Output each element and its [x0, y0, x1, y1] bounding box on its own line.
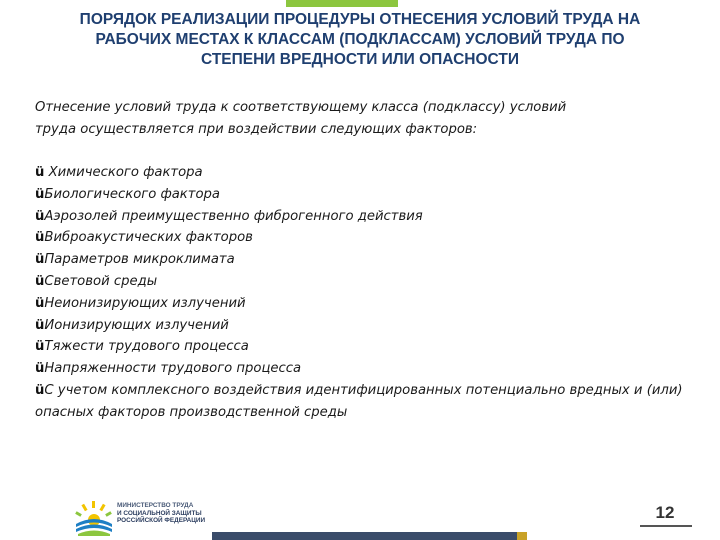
slide-title: [20, 10, 700, 70]
factor-text: Световой среды: [44, 273, 158, 289]
checkmark-icon: ü: [35, 361, 45, 377]
ministry-line: МИНИСТЕРСТВО ТРУДА: [117, 502, 194, 509]
factors-list: [35, 162, 695, 424]
ministry-line: И СОЦИАЛЬНОЙ ЗАЩИТЫ: [117, 509, 202, 517]
top-accent-bar: [286, 0, 398, 7]
checkmark-icon: ü: [35, 295, 45, 311]
factor-text: Биологического фактора: [44, 186, 220, 202]
footer-bar: [212, 532, 517, 540]
intro-line: Отнесение условий труда к соответствующему класса (подклассу) условий: [35, 100, 567, 115]
list-item: [35, 227, 695, 249]
title-line: ПОРЯДОК РЕАЛИЗАЦИИ ПРОЦЕДУРЫ ОТНЕСЕНИЯ УСЛОВИЙ ТРУДА НА: [79, 11, 641, 28]
title-line: СТЕПЕНИ ВРЕДНОСТИ ИЛИ ОПАСНОСТИ: [201, 51, 519, 68]
list-item: [35, 184, 695, 206]
footer-accent: [517, 532, 527, 540]
factor-text: Химического фактора: [44, 165, 203, 180]
checkmark-icon: ü: [35, 186, 45, 202]
ministry-line: РОССИЙСКОЙ ФЕДЕРАЦИИ: [117, 517, 206, 525]
list-item: [35, 293, 695, 315]
checkmark-icon: ü: [35, 339, 45, 355]
list-item: [35, 249, 695, 271]
list-item: [35, 271, 695, 293]
list-item: [35, 315, 695, 337]
title-line: РАБОЧИХ МЕСТАХ К КЛАССАМ (ПОДКЛАССАМ) УСЛОВИЙ ТРУДА ПО: [95, 31, 625, 48]
checkmark-icon: ü: [35, 252, 45, 268]
list-item: [35, 380, 695, 424]
checkmark-icon: ü: [35, 208, 45, 224]
checkmark-icon: ü: [35, 165, 45, 180]
list-item: [35, 336, 695, 358]
factor-text: Напряженности трудового процесса: [44, 361, 302, 377]
ministry-sun-logo-icon: [74, 500, 114, 536]
factor-text: Виброакустических факторов: [44, 230, 253, 246]
intro-line: труда осуществляется при воздействии следующих факторов:: [35, 122, 478, 137]
checkmark-icon: ü: [35, 273, 45, 289]
checkmark-icon: ü: [35, 230, 45, 246]
factor-text: Тяжести трудового процесса: [44, 339, 249, 355]
factor-text: Неионизирующих излучений: [44, 295, 246, 311]
factor-text: Аэрозолей преимущественно фиброгенного действия: [44, 208, 423, 224]
list-item: [35, 206, 695, 228]
page-number-underline: [640, 525, 692, 527]
factor-text: С учетом комплексного воздействия идентифицированных потенциально вредных и (или) опасных факторов производственной среды: [35, 382, 683, 420]
factor-text: Ионизирующих излучений: [44, 317, 229, 333]
page-number: 12: [655, 503, 675, 522]
checkmark-icon: ü: [35, 382, 45, 398]
intro-paragraph: [35, 97, 695, 141]
factor-text: Параметров микроклимата: [44, 252, 235, 268]
checkmark-icon: ü: [35, 317, 45, 333]
list-item: [35, 358, 695, 380]
ministry-name: [117, 502, 227, 525]
list-item: [35, 162, 695, 184]
